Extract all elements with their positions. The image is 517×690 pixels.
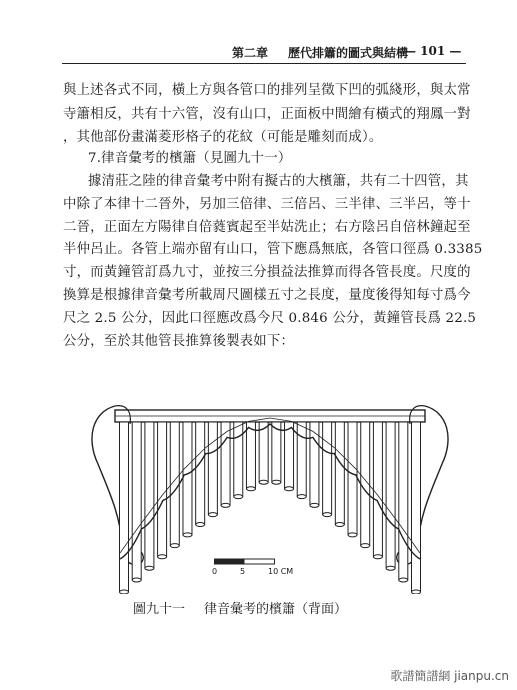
pipe [399,422,408,580]
pipe [272,422,281,482]
body-line: 寸，而黃鐘管訂爲九寸，並按三分損益法推算而得各管長度。尺度的 [63,265,471,280]
pipe [323,422,332,515]
page-number: — 101 — [404,44,462,58]
body-line: 換算是根據律音彙考所載周尺圖樣五寸之長度，量度後得知每寸爲今 [63,288,471,303]
pipe-end [412,590,421,594]
pipe [335,422,344,525]
pipe [208,422,217,515]
pipe-end [158,555,167,559]
body-line: 公分，至於其他管長推算後製表如下： [63,334,295,349]
pipe-end [285,487,294,491]
pipe [373,422,382,557]
running-header [232,44,467,60]
figure-number: 圖九十一 [133,602,186,617]
watermark: 歌譜簡譜網 jianpu.cn [390,669,509,683]
body-line: ，其他部份畫滿菱形格子的花紋（可能是雕刻而成）。 [63,130,383,145]
pipe [120,422,129,592]
pipe-end [323,513,332,517]
pipe [246,422,255,489]
pipe [259,422,268,482]
pipe-end [132,578,141,582]
body-line: 中除了本律十二晉外，另加三倍律、三倍呂、三半律、三半呂，等十 [63,197,471,212]
pipe-end [373,555,382,559]
body-line: 半仲呂止。各管上端亦留有山口，管下應爲無底，各管口徑爲 0.3385 [63,242,483,257]
scale-bar-graphic [214,558,284,566]
body-line: 二晉，正面左方陽律自倍蕤賓起至半姑洗止；右方陰呂自倍林鐘起至 [63,220,471,235]
pipe-end [310,503,319,507]
pipe [196,422,205,525]
pipe-end [208,513,217,517]
pipe-end [120,590,129,594]
pipe-end [246,487,255,491]
pipe [234,422,243,497]
pipe-end [221,503,230,507]
pipe-end [145,566,154,570]
pipe-end [183,533,192,537]
header-rule [62,63,466,64]
pipe-end [348,533,357,537]
pipe-end [170,544,179,548]
pipe [183,422,192,535]
scale-bar [212,558,332,582]
figure-caption: 律音彙考的檳簫（背面） [204,602,348,617]
scale-label-5: 5 [240,567,246,576]
pipe-end [335,523,344,527]
chapter-label: 第二章 [232,46,269,60]
pipe [158,422,167,557]
pipe-end [259,480,268,484]
pipe [145,422,154,568]
pipe [132,422,141,580]
pipe-end [234,495,243,499]
pipe-end [272,480,281,484]
body-line: 與上述各式不同，橫上方與各管口的排列呈徵下凹的弧綫形，與太常 [63,83,471,98]
body-line: 尺之 2.5 公分，因此口徑應改爲今尺 0.846 公分，黃鐘管長爲 22.5 [63,311,477,326]
pipe [386,422,395,568]
pipe [285,422,294,489]
pipe-end [399,578,408,582]
pipe-end [297,495,306,499]
section-title: 歷代排簫的圖式與結構 [288,46,409,60]
pipe-end [196,523,205,527]
pipe [348,422,357,535]
scale-label-10cm: 10 CM [268,567,294,576]
subsection-heading: 7.律音彙考的檳簫（見圖九十一） [88,151,292,166]
pipe-end [386,566,395,570]
pipe [412,422,421,592]
pipe [297,422,306,497]
scale-label-0: 0 [212,567,218,576]
pipe-end [361,544,370,548]
body-line: 據清莊之陸的律音彙考中附有擬古的大檳簫，共有二十四管，其 [88,174,469,189]
body-line: 寺簫相反，共有十六管，沒有山口，正面板中間繪有橫式的翔鳳一對 [63,107,471,122]
